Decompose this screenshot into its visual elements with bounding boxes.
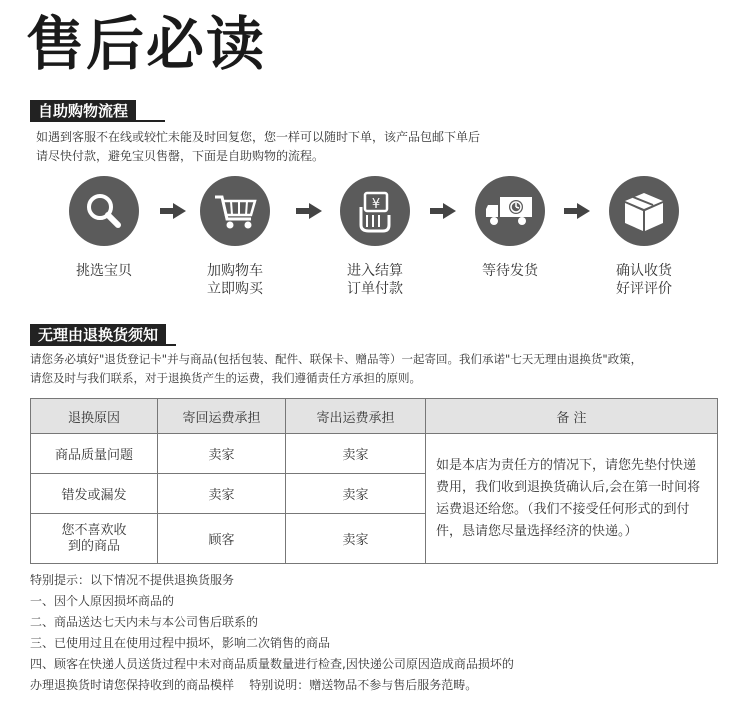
shopping-flow-intro: [36, 128, 636, 166]
cell-reason: 您不喜欢收 到的商品: [31, 514, 158, 564]
cell-reason: 错发或漏发: [31, 474, 158, 514]
header-return-cost: 寄回运费承担: [158, 399, 286, 434]
header-send-cost: 寄出运费承担: [286, 399, 426, 434]
flow-step-label: 确认收货 好评评价: [616, 263, 672, 297]
delivery-truck-icon: [475, 176, 545, 246]
arrow-right-icon: [430, 203, 456, 219]
notice-item: 四、顾客在快递人员送货过程中未对商品质量数量进行检查,因快递公司原因造成商品损坏的: [30, 657, 514, 671]
intro-line: 请您务必填好"退货登记卡"并与商品(包括包装、配件、联保卡、赠品等）一起寄回。我们承诺"七天无理由退换货"政策，: [30, 352, 643, 366]
flow-step-confirm: [589, 176, 699, 298]
page-title: 售后必读: [26, 10, 267, 78]
special-notices: [30, 570, 730, 696]
flow-step-label: 加购物车 立即购买: [207, 263, 263, 297]
flow-step-select: [49, 176, 159, 280]
cell-remarks: 如是本店为责任方的情况下，请您先垫付快递 费用，我们收到退换货确认后,会在第一时间将 运费退还给您。（我们不接受任何形式的到付 件，恳请您尽量选择经济的快递。）: [426, 434, 718, 564]
return-policy-intro: [30, 350, 740, 388]
notice-footer: 办理退换货时请您保持收到的商品模样 特别说明：赠送物品不参与售后服务范畴。: [30, 678, 478, 692]
flow-step-label: 挑选宝贝: [76, 263, 132, 279]
return-policy-table: [30, 398, 718, 564]
header-reason: 退换原因: [31, 399, 158, 434]
intro-line: 如遇到客服不在线或较忙未能及时回复您，您一样可以随时下单，该产品包邮下单后: [36, 130, 481, 144]
cell-return-cost: 卖家: [158, 434, 286, 474]
flow-step-label: 等待发货: [482, 263, 538, 279]
table-row: [31, 434, 718, 474]
section-bar-return-policy: [30, 324, 176, 346]
section-title-return-policy: 无理由退换货须知: [30, 324, 166, 346]
section-title-shopping-flow: 自助购物流程: [30, 100, 136, 122]
svg-text:¥: ¥: [371, 197, 381, 212]
intro-line: 请您及时与我们联系，对于退换货产生的运费，我们遵循责任方承担的原则。: [30, 371, 421, 385]
cell-send-cost: 卖家: [286, 474, 426, 514]
cell-send-cost: 卖家: [286, 514, 426, 564]
flow-step-label: 进入结算 订单付款: [347, 263, 403, 297]
payment-hand-icon: [340, 176, 410, 246]
arrow-right-icon: [564, 203, 590, 219]
cell-return-cost: 卖家: [158, 474, 286, 514]
notice-item: 一、因个人原因损坏商品的: [30, 594, 175, 608]
intro-line: 请尽快付款，避免宝贝售罄，下面是自助购物的流程。: [36, 149, 325, 163]
cell-return-cost: 顾客: [158, 514, 286, 564]
notice-item: 三、已使用过且在使用过程中损坏，影响二次销售的商品: [30, 636, 331, 650]
notice-heading: 特别提示：以下情况不提供退换货服务: [30, 573, 235, 587]
cell-reason: 商品质量问题: [31, 434, 158, 474]
notice-item: 二、商品送达七天内未与本公司售后联系的: [30, 615, 259, 629]
header-remarks: 备 注: [426, 399, 718, 434]
flow-step-cart: [180, 176, 290, 298]
flow-step-pay: [320, 176, 430, 298]
flow-step-shipping: [455, 176, 565, 280]
section-bar-shopping-flow: [30, 100, 165, 122]
package-box-icon: [609, 176, 679, 246]
cell-send-cost: 卖家: [286, 434, 426, 474]
shopping-cart-icon: [200, 176, 270, 246]
table-header-row: [31, 399, 718, 434]
search-icon: [69, 176, 139, 246]
arrow-right-icon: [296, 203, 322, 219]
